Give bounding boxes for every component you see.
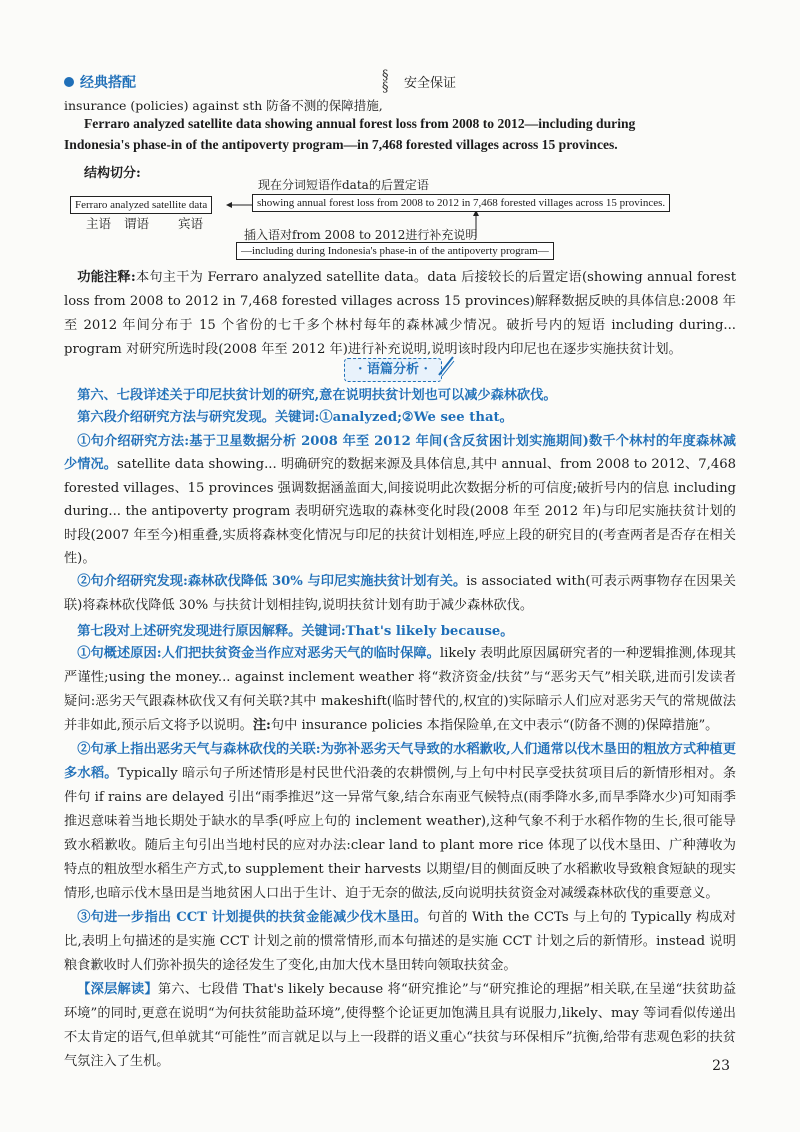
insertion-note: 插入语对from 2008 to 2012进行补充说明 (244, 228, 478, 242)
analysis-p6-head: ①句概述原因:人们把扶贫资金当作应对恶劣天气的临时保障。 (77, 646, 440, 661)
analysis-p4 (64, 570, 736, 618)
analysis-p5-text: 第七段对上述研究发现进行原因解释。关键词:That's likely because。 (77, 624, 514, 639)
post-modifier-note: 现在分词短语作data的后置定语 (258, 178, 429, 192)
predicate-label: 谓语 (124, 216, 150, 231)
function-note (64, 266, 736, 362)
analysis-p6 (64, 642, 736, 738)
section-title: · 语篇分析 · (344, 358, 442, 382)
analysis-p8 (64, 906, 736, 978)
pen-icon (436, 354, 456, 378)
insertion-box: —including during Indonesia's phase-in of the antipoverty program— (236, 242, 554, 260)
key-sentence-line-2: Indonesia's phase-in of the antipoverty program—in 7,468 forested villages across 15 provinces. (64, 137, 618, 152)
subject-label: 主语 (86, 216, 112, 231)
insurance-line: insurance (policies) against sth 防备不测的保障措施, (64, 98, 383, 113)
analysis-p2-text: 第六段介绍研究方法与研究发现。关键词:①analyzed;②We see that。 (77, 410, 513, 425)
analysis-p9 (64, 978, 736, 1074)
analysis-p9-label: 【深层解读】 (77, 982, 158, 997)
analysis-p3-head: ①句介绍研究方法:基于卫星数据分析 2008 年至 2012 年间(含反贫困计划实施期间)数千个林村的年度森林减少情况。 (64, 434, 736, 473)
analysis-p1-text: 第六、七段详述关于印尼扶贫计划的研究,意在说明扶贫计划也可以减少森林砍伐。 (77, 388, 557, 403)
analysis-p3 (64, 430, 736, 570)
analysis-p9-body: 第六、七段借 That's likely because 将“研究推论”与“研究推论的理据”相关联,在呈递“扶贫助益环境”的同时,更意在说明“为何扶贫能助益环境”,使得整个论证更加饱满且具有说服力,likely、may 等词看似传递出不太肯定的语气,但单就其“可能性”而言就足以与上一段群的语义重心“扶贫与环保相斥”抗衡,给带有悲观色彩的扶贫气氛注入了生机。 (64, 982, 737, 1069)
analysis-p4-body: is associated with(可表示两事物存在因果关联)将森林砍伐降低 30% 与扶贫计划相挂钩,说明扶贫计划有助于减少森林砍伐。 (64, 574, 736, 613)
analysis-p8-head: ③句进一步指出 CCT 计划提供的扶贫金能减少伐木垦田。 (77, 910, 428, 925)
safety-note: 安全保证 (404, 76, 457, 91)
function-note-text: 本句主干为 Ferraro analyzed satellite data。data 后接较长的后置定语(showing annual forest loss from 2008 to 2012 in 7,468 forested villages across 15 provinces)解释数据反映的具体信息:2008 年至 2012 年间分布于 15 个省份的七千多个林村每年的森林减少情况。破折号内的短语 including during... program 对研究所选时段(2008 年至 2012 年)进行补充说明,说明该时段内印尼也在逐步实施扶贫计划。 (64, 270, 736, 357)
main-clause-box: Ferraro analyzed satellite data (70, 196, 212, 214)
analysis-p1 (64, 384, 736, 408)
function-note-label: 功能注释: (77, 270, 136, 285)
page-number: 23 (712, 1058, 730, 1074)
analysis-p8-body: 句首的 With the CCTs 与上句的 Typically 构成对比,表明上句描述的是实施 CCT 计划之前的惯常情形,而本句描述的是实施 CCT 计划之后的新情形。instead 说明粮食歉收时人们弥补损失的途径发生了变化,由加大伐木垦田转向领取扶贫金。 (64, 910, 736, 973)
analysis-p7-body: Typically 暗示句子所述情形是村民世代沿袭的农耕惯例,与上句中村民享受扶贫项目后的新情形相对。条件句 if rains are delayed 引出“雨季推迟”这一异常气象,结合东南亚气候特点(雨季降水多,而旱季降水少)可知雨季推迟意味着当地长期处于缺水的旱季(呼应上句的 inclement weather),这种气象不利于水稻作物的生长,很可能导致水稻歉收。随后主句引出当地村民的应对办法:clear land to plant more rice 体现了以伐木垦田、广种薄收为特点的粗放型水稻生产方式,to supplement their harvests 以期望/目的侧面反映了水稻歉收导致粮食短缺的现实情形,也暗示伐木垦田是当地贫困人口出于生计、迫于无奈的做法,反向说明扶贫资金对减缓森林砍伐的重要意义。 (64, 766, 737, 901)
object-label: 宾语 (178, 216, 204, 231)
key-sentence-line-1: Ferraro analyzed satellite data showing annual forest loss from 2008 to 2012—including during (84, 116, 636, 131)
analysis-p7 (64, 738, 736, 906)
analysis-p5 (64, 620, 736, 644)
analysis-p6-note: 句中 insurance policies 本指保险单,在文中表示“(防备不测的)保障措施”。 (270, 718, 719, 733)
analysis-p7-head: ②句承上指出恶劣天气与森林砍伐的关联:为弥补恶劣天气导致的水稻歉收,人们通常以伐木垦田的粗放方式种植更多水稻。 (64, 742, 736, 781)
analysis-p2 (64, 406, 736, 430)
analysis-p6-body: likely 表明此原因属研究者的一种逻辑推测,体现其严谨性;using the money... against inclement weather 将“救济资金/扶贫”与“恶劣天气”相关联,进而引发读者疑问:恶劣天气跟森林砍伐又有何关联?其中 makeshift(临时替代的,权宜的)实际暗示人们应对恶劣天气的常规做法并非如此,预示后文将予以说明。 (64, 646, 736, 733)
analysis-p4-head: ②句介绍研究发现:森林砍伐降低 30% 与印尼实施扶贫计划有关。 (77, 574, 467, 589)
analysis-p6-note-label: 注: (252, 718, 271, 733)
structure-title: 结构切分: (84, 166, 141, 181)
analysis-p3-body: satellite data showing... 明确研究的数据来源及具体信息,其中 annual、from 2008 to 2012、7,468 forested villages、15 provinces 强调数据涵盖面大,间接说明此次数据分析的可信度;破折号内的信息 including during... the antipoverty program 表明研究选取的森林变化时段(2008 年至 2012 年)与印尼实施扶贫计划的时段(2007 年至今)相重叠,实质将森林变化情况与印尼的扶贫计划相连,呼应上段的研究目的(考查两者是否存在相关性)。 (64, 457, 736, 567)
collocation-label: 经典搭配 (80, 75, 136, 91)
post-modifier-box: showing annual forest loss from 2008 to 2012 in 7,468 forested villages across 15 provinces. (252, 194, 670, 212)
wave-divider-icon: § § (382, 68, 389, 95)
